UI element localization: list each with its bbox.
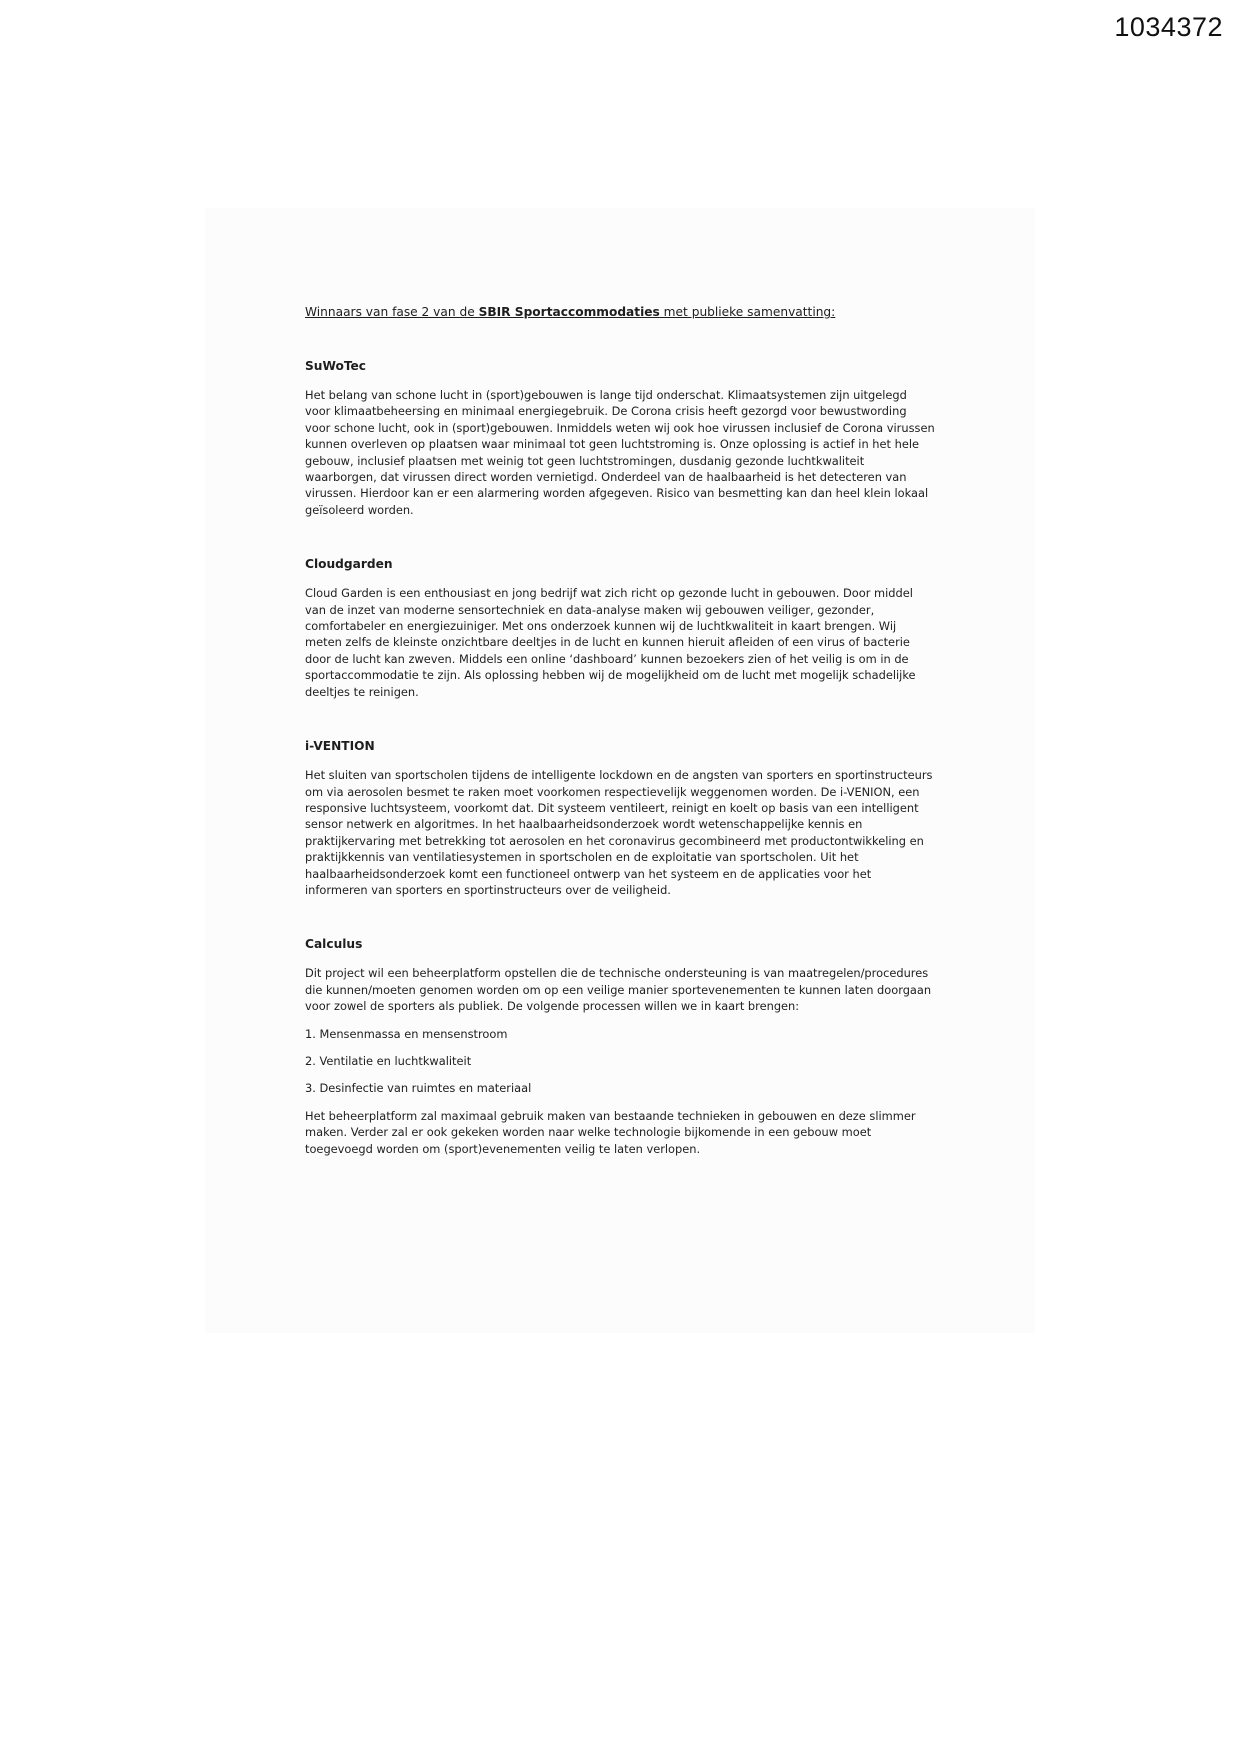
section-title: Calculus bbox=[305, 937, 363, 952]
section-cloudgarden bbox=[305, 556, 935, 700]
section-suwotec bbox=[305, 358, 935, 518]
intro-emphasis: SBIR Sportaccommodaties bbox=[478, 305, 660, 319]
intro-prefix: Winnaars van fase 2 van de bbox=[305, 305, 479, 319]
document-id: 1034372 bbox=[1114, 12, 1223, 42]
section-title: i-VENTION bbox=[305, 739, 375, 754]
list-item: 1. Mensenmassa en mensenstroom bbox=[305, 1026, 508, 1041]
intro-heading bbox=[305, 304, 935, 320]
intro-suffix: met publieke samenvatting: bbox=[659, 305, 836, 319]
section-body: Het belang van schone lucht in (sport)gebouwen is lange tijd onderschat. Klimaatsystemen zijn uitgelegd voor klimaatbeheersing en minimaal energiegebruik. De Corona crisis heeft gezorgd voor bewustwording voor schone lucht, ook in (sport)gebouwen. Inmiddels weten wij ook hoe virussen inclusief de Corona virussen kunnen overleven op plaatsen waar minimaal tot geen luchtstroming is. Onze oplossing is actief in het hele gebouw, inclusief plaatsen met weinig tot geen luchtstromingen, dusdanig gezonde luchtkwaliteit waarborgen, dat virussen direct worden vernietigd. Onderdeel van de haalbaarheid is het detecteren van virussen. Hierdoor kan er een alarmering worden afgegeven. Risico van besmetting kan dan heel klein lokaal geïsoleerd worden. bbox=[305, 388, 935, 517]
section-body: Dit project wil een beheerplatform opstellen die de technische ondersteuning is van maatregelen/procedures die kunnen/moeten genomen worden om op een veilige manier sportevenementen te kunnen laten doorgaan voor zowel de sporters als publiek. De volgende processen willen we in kaart brengen: bbox=[305, 966, 932, 1014]
section-body: Het sluiten van sportscholen tijdens de intelligente lockdown en de angsten van sporters en sportinstructeurs om via aerosolen besmet te raken moet voorkomen respectievelijk weggenomen worden. De i-VENION, een responsive luchtsysteem, voorkomt dat. Dit systeem ventileert, reinigt en koelt op basis van een intelligent sensor netwerk en algoritmes. In het haalbaarheidsonderzoek wordt wetenschappelijke kennis en praktijkervaring met betrekking tot aerosolen en het coronavirus gecombineerd met productontwikkeling en praktijkkennis van ventilatiesystemen in sportscholen en de exploitatie van sportscholen. Uit het haalbaarheidsonderzoek komt een functioneel ontwerp van het systeem en de applicaties voor het informeren van sporters en sportinstructeurs over de veiligheid. bbox=[305, 768, 933, 897]
section-i-vention bbox=[305, 738, 935, 898]
section-title: Cloudgarden bbox=[305, 557, 393, 572]
section-title: SuWoTec bbox=[305, 359, 367, 373]
list-item: 3. Desinfectie van ruimtes en materiaal bbox=[305, 1081, 532, 1096]
section-closing: Het beheerplatform zal maximaal gebruik maken van bestaande technieken in gebouwen en deze slimmer maken. Verder zal er ook gekeken worden naar welke technologie bijkomende in een gebouw moet toegevoegd worden om (sport)evenementen veilig te laten verlopen. bbox=[305, 1108, 916, 1156]
section-body: Cloud Garden is een enthousiast en jong bedrijf wat zich richt op gezonde lucht in gebouwen. Door middel van de inzet van moderne sensortechniek en data-analyse maken wij gebouwen veiliger, gezonder, comfortabeler en energiezuiniger. Met ons onderzoek kunnen wij de luchtkwaliteit in kaart brengen. Wij meten zelfs de kleinste onzichtbare deeltjes in de lucht en kunnen hieruit afleiden of een virus of bacterie door de lucht kan zweven. Middels een online ‘dashboard’ kunnen bezoekers zien of het veilig is om in de sportaccommodatie te zijn. Als oplossing hebben wij de mogelijkheid om de lucht met mogelijk schadelijke deeltjes te reinigen. bbox=[305, 586, 916, 699]
section-calculus bbox=[305, 936, 935, 1157]
list-item: 2. Ventilatie en luchtkwaliteit bbox=[305, 1053, 472, 1068]
document-content bbox=[305, 304, 935, 1157]
